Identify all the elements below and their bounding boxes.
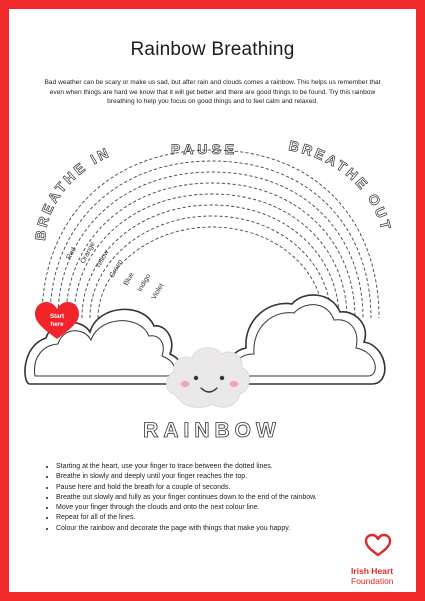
list-item: • Move your finger through the clouds and onto the next colour line.: [56, 503, 416, 513]
list-item: • Pause here and hold the breath for a couple of seconds.: [56, 483, 416, 493]
list-item: • Colour the rainbow and decorate the page with things that make you happy.: [56, 524, 416, 534]
logo-line-2: Foundation: [351, 575, 394, 586]
start-label-line-1: Start: [49, 313, 65, 320]
page-title: Rainbow Breathing: [130, 39, 295, 60]
breathe-out-label: BREATHE OUT: [287, 137, 395, 234]
colour-label-green: Green: [108, 258, 125, 279]
rainbow-heading: RAINBOW: [143, 419, 281, 442]
arc-line-2[interactable]: [50, 161, 371, 318]
logo-heart-icon: [366, 535, 390, 555]
list-item: • Repeat for all of the lines.: [56, 513, 416, 523]
logo-line-1: Irish Heart: [351, 566, 394, 576]
colour-label-violet: Violet: [150, 282, 166, 301]
colour-label-red: Red: [65, 246, 78, 261]
breathe-in-label: BREATHE IN: [31, 143, 114, 242]
irish-heart-logo: [351, 567, 394, 586]
colour-label-blue: Blue: [122, 271, 136, 287]
pause-label: PAUSE: [171, 141, 239, 157]
instruction-list: [43, 462, 416, 534]
colour-label-indigo: Indigo: [136, 272, 153, 293]
intro-paragraph: Bad weather can be scary or make us sad, but after rain and clouds comes a rainbow. This helps us remember that even when things are hard we know that it will get better and there are good things to be found. Try this rainbow breathing to help you focus on good things and to feel calm and relaxed.: [44, 79, 381, 106]
colour-label-yellow: Yellow: [94, 249, 111, 270]
rainbow-arcs: [42, 150, 379, 318]
list-item: • Breathe in slowly and deeply until your finger reaches the top.: [56, 472, 416, 482]
list-item: • Starting at the heart, use your finger to trace between the dotted lines.: [56, 462, 416, 472]
start-label-line-2: here: [50, 321, 64, 328]
arc-line-1[interactable]: [42, 150, 379, 318]
smiling-cloud: [167, 348, 250, 408]
right-cloud: [225, 295, 384, 384]
list-item: • Breathe out slowly and fully as your finger continues down to the end of the rainbow.: [56, 493, 416, 503]
colour-label-orange: Orange: [79, 241, 97, 265]
